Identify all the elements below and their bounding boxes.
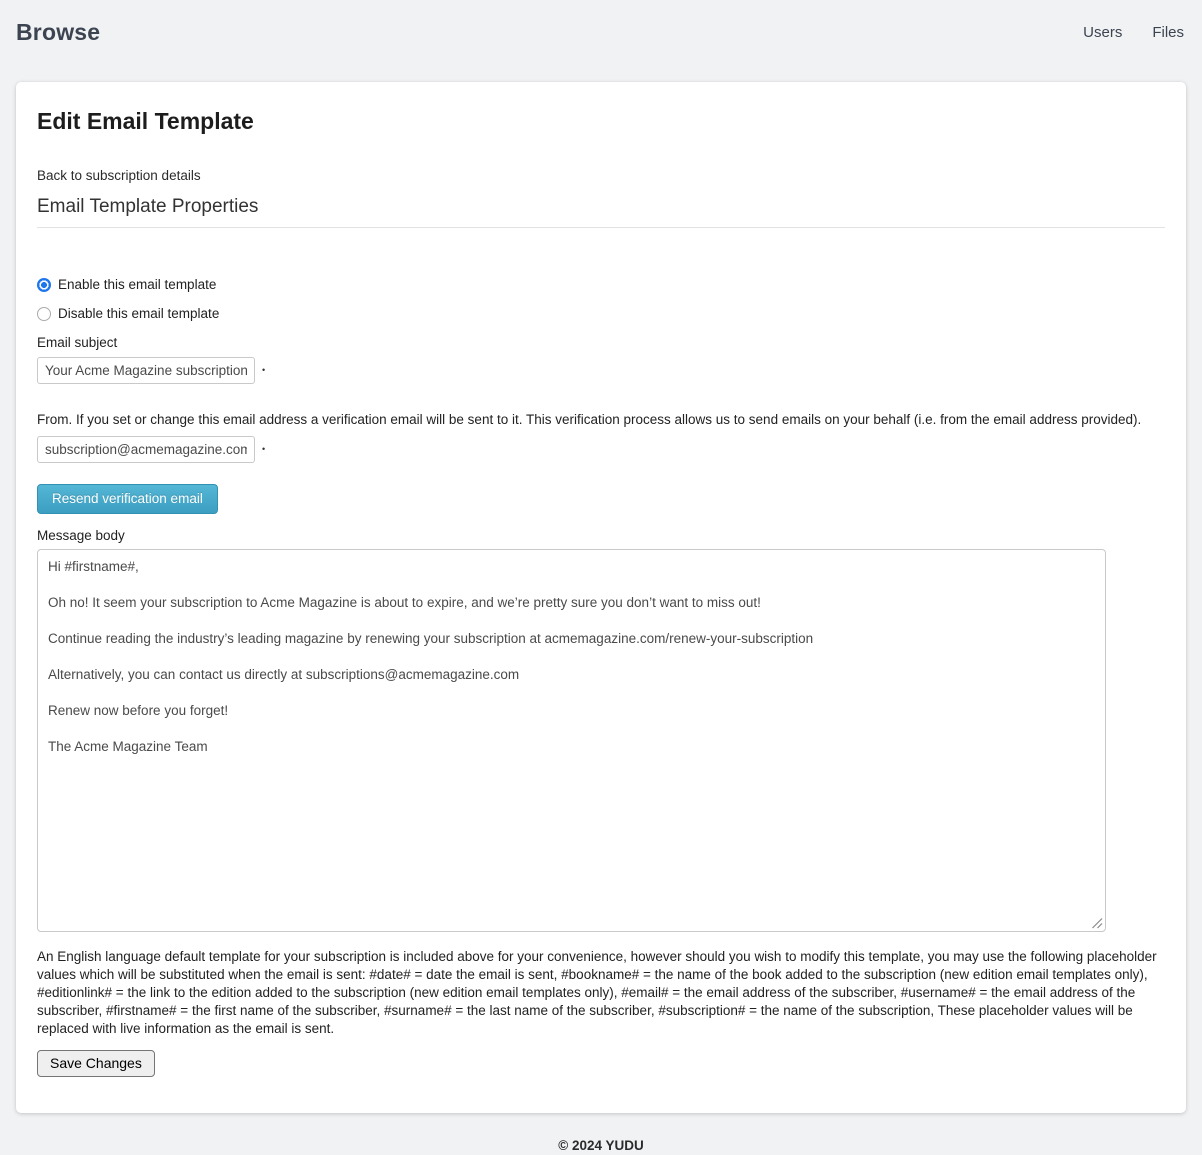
radio-selected-icon[interactable]	[37, 278, 51, 292]
resend-verification-button[interactable]: Resend verification email	[37, 484, 218, 514]
email-subject-label: Email subject	[37, 335, 118, 350]
back-to-subscription-link[interactable]: Back to subscription details	[37, 168, 201, 183]
header-nav	[1083, 24, 1184, 41]
app-title: Browse	[16, 18, 101, 45]
from-email-row	[37, 436, 1165, 463]
resize-handle-icon[interactable]	[1091, 916, 1103, 928]
copyright-text: © 2024 YUDU	[558, 1138, 644, 1153]
template-status-radio-group	[37, 277, 1165, 321]
email-subject-input[interactable]	[37, 357, 255, 384]
page-footer	[0, 1113, 1202, 1155]
nav-link-users[interactable]: Users	[1083, 23, 1123, 41]
email-subject-row	[37, 357, 1165, 384]
radio-unselected-icon[interactable]	[37, 307, 51, 321]
message-body-textarea[interactable]	[37, 549, 1106, 932]
message-body-label: Message body	[37, 528, 125, 543]
save-changes-button[interactable]: Save Changes	[37, 1050, 155, 1077]
nav-link-files[interactable]: Files	[1152, 23, 1184, 41]
placeholder-help-text: An English language default template for your subscription is included above for your convenience, however should you wish to modify this template, you may use the following placeholder values which will be substituted when the email is sent: #date# = date the email is sent, #bookname# = the name of the book added to the subscription (new edition email templates only), #editionlink# = the link to the edition added to the subscription (new edition email templates only), #email# = the email address of the subscriber, #username# = the email address of the subscriber, #firstname# = the first name of the subscriber, #surname# = the last name of the subscriber, #subscription# = the name of the subscription, These placeholder values will be replaced with live information as the email is sent.	[37, 949, 1157, 1036]
disable-template-radio[interactable]	[37, 306, 1165, 321]
required-marker: •	[262, 365, 266, 375]
edit-email-template-card	[16, 82, 1186, 1113]
page-title: Edit Email Template	[37, 108, 254, 134]
from-email-input[interactable]	[37, 436, 255, 463]
disable-template-label: Disable this email template	[58, 306, 220, 321]
top-header	[0, 0, 1202, 64]
message-body-wrap	[37, 549, 1106, 932]
from-description: From. If you set or change this email address a verification email will be sent to it. This verification process allows us to send emails on your behalf (i.e. from the email address provided).	[37, 412, 1142, 427]
required-marker: •	[262, 444, 266, 454]
section-title: Email Template Properties	[37, 196, 259, 217]
section-divider	[37, 227, 1165, 228]
enable-template-radio[interactable]	[37, 277, 1165, 292]
enable-template-label: Enable this email template	[58, 277, 217, 292]
